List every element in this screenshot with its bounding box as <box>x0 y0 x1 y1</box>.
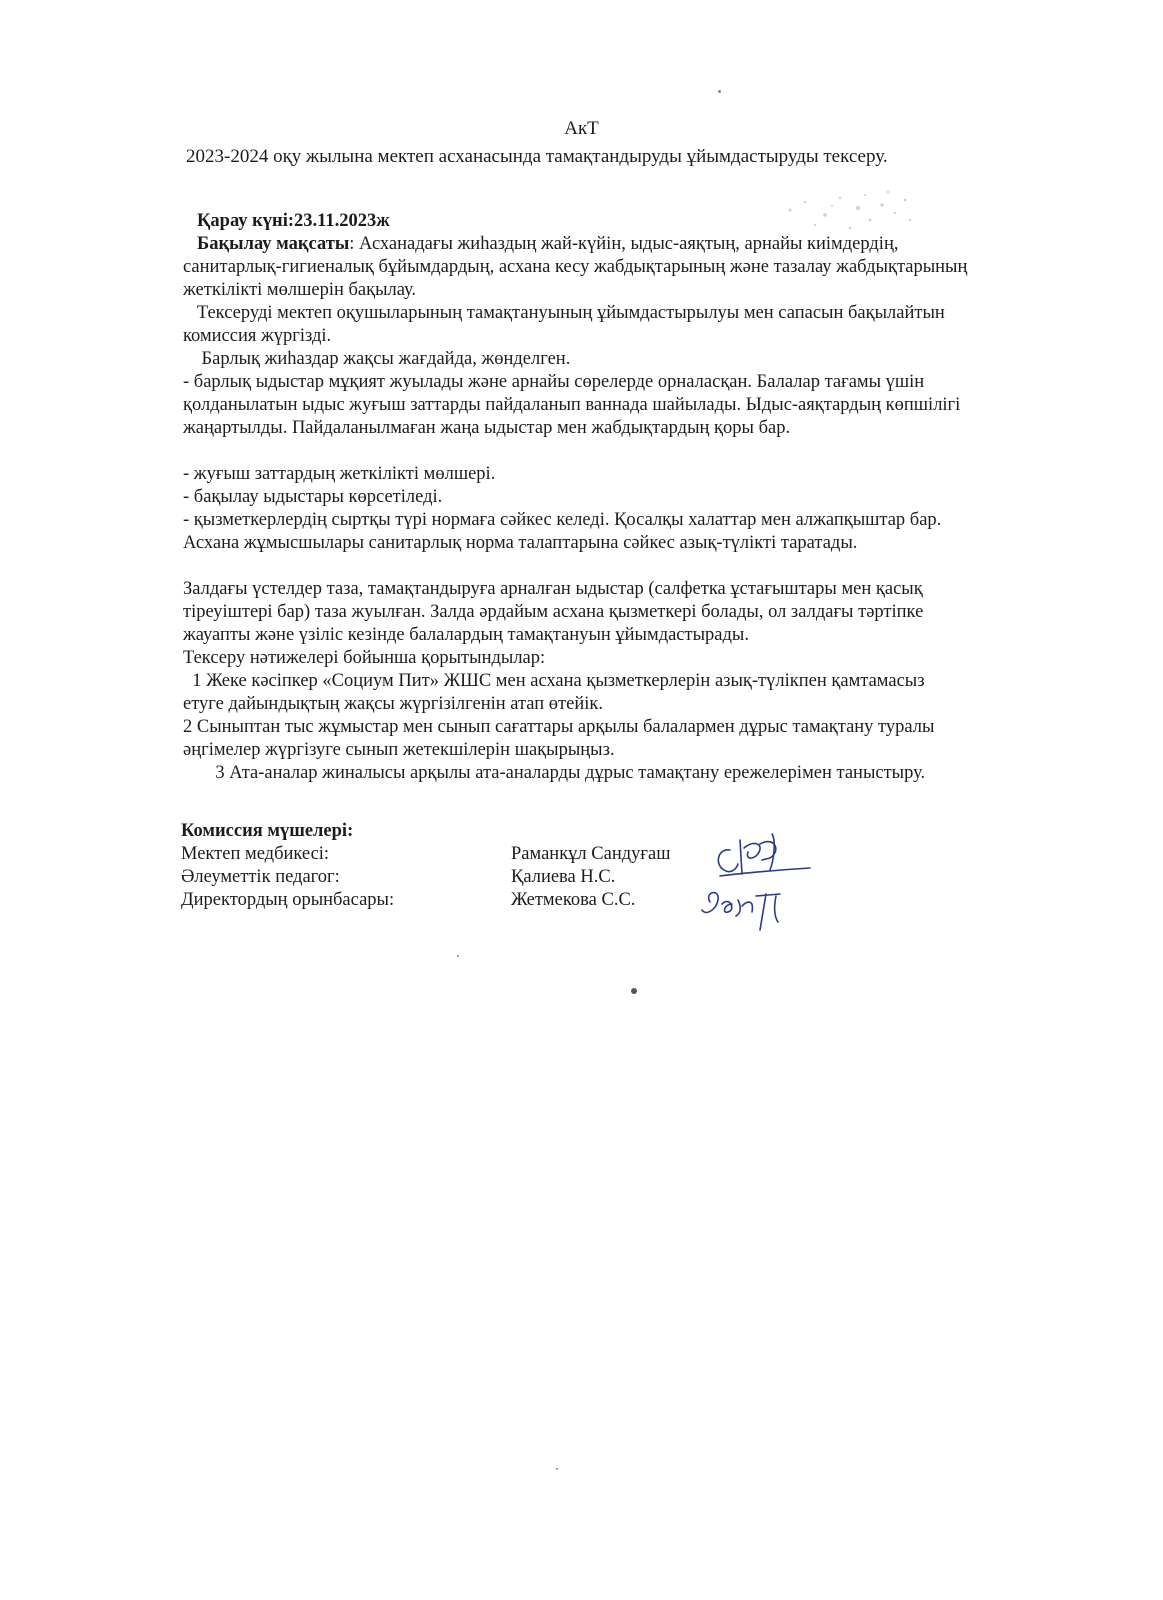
scan-speck <box>631 988 637 994</box>
body-line <box>183 578 1053 601</box>
commission-heading: Комиссия мүшелері: <box>181 821 354 841</box>
line-text: жауапты және үзіліс кезінде балалардың тамақтануын ұйымдастырады. <box>183 625 749 645</box>
line-text: : Асханадағы жиһаздың жай-күйін, ыдыс-аяқтың, арнайы киімдердің, <box>349 234 899 254</box>
body-line <box>183 486 1053 509</box>
body-line <box>183 624 1053 647</box>
bold-label: Қарау күні:23.11.2023ж <box>197 211 390 231</box>
line-text: - барлық ыдыстар мұқият жуылады және арнайы сөрелерде орналасқан. Балалар тағамы үшін <box>183 372 925 392</box>
line-text: Асхана жұмысшылары санитарлық норма талаптарына сәйкес азық-түлікті таратады. <box>183 533 858 553</box>
body-line <box>183 693 1053 716</box>
body-line <box>183 256 1053 279</box>
scan-speck <box>457 955 459 957</box>
body-line <box>183 647 1053 670</box>
member-role: Директордың орынбасары: <box>181 890 395 910</box>
body-line <box>183 762 1053 785</box>
body-line <box>183 210 1053 233</box>
handwritten-signatures <box>690 830 830 940</box>
line-text: - жуғыш заттардың жеткілікті мөлшері. <box>183 464 496 484</box>
body-line <box>183 325 1053 348</box>
body-line <box>183 417 1053 440</box>
line-text: тіреуіштері бар) таза жуылған. Залда әрдайым асхана қызметкері болады, ол залдағы тәртіпке <box>183 602 924 622</box>
line-text: санитарлық-гигиеналық бұйымдардың, асхана кесу жабдықтарының және тазалау жабдықтарының <box>183 257 968 277</box>
member-name: Жетмекова С.С. <box>511 890 636 910</box>
blank-line <box>183 555 1053 578</box>
line-text: әңгімелер жүргізуге сынып жетекшілерін шақырыңыз. <box>183 740 615 760</box>
line-text: Тексеруді мектеп оқушыларының тамақтануының ұйымдастырылуы мен сапасын бақылайтын <box>183 303 945 323</box>
line-text: - қызметкерлердің сыртқы түрі нормаға сәйкес келеді. Қосалқы халаттар мен алжапқыштар бар. <box>183 510 942 530</box>
line-text: жаңартылды. Пайдаланылмаған жаңа ыдыстар мен жабдықтардың қоры бар. <box>183 418 791 438</box>
body-line <box>183 348 1053 371</box>
body-line <box>183 371 1053 394</box>
body-line <box>183 509 1053 532</box>
line-text: Барлық жиһаздар жақсы жағдайда, жөнделген. <box>183 349 571 369</box>
document-title: АкТ <box>564 118 599 139</box>
line-text: Залдағы үстелдер таза, тамақтандыруға арналған ыдыстар (салфетка ұстағыштары мен қасық <box>183 579 923 599</box>
line-text: 3 Ата-аналар жиналысы арқылы ата-аналарды дұрыс тамақтану ережелерімен таныстыру. <box>183 763 926 783</box>
bold-label: Бақылау мақсаты <box>197 234 350 254</box>
body-line <box>183 532 1053 555</box>
member-name: Қалиева Н.С. <box>511 867 616 887</box>
line-text: - бақылау ыдыстары көрсетіледі. <box>183 487 443 507</box>
body-line <box>183 233 1053 256</box>
line-text: 1 Жеке кәсіпкер «Социум Пит» ЖШС мен асхана қызметкерлерін азық-түлікпен қамтамасыз <box>183 671 925 691</box>
line-text: Тексеру нәтижелері бойынша қорытындылар: <box>183 648 546 668</box>
line-text: қолданылатын ыдыс жуғыш заттарды пайдаланып ваннада шайылады. Ыдыс-аяқтардың көпшілігі <box>183 395 961 415</box>
member-name: Раманкұл Сандуғаш <box>511 844 671 864</box>
body-line <box>183 601 1053 624</box>
line-text: жеткілікті мөлшерін бақылау. <box>183 280 417 300</box>
member-role: Мектеп медбикесі: <box>181 844 330 864</box>
scan-speck <box>718 90 721 93</box>
line-text: комиссия жүргізді. <box>183 326 332 346</box>
body-line <box>183 279 1053 302</box>
body-line <box>183 739 1053 762</box>
line-text: етуге дайындықтың жақсы жүргізілгенін атап өтейік. <box>183 694 603 714</box>
scan-speck <box>556 1468 558 1470</box>
blank-line <box>183 440 1053 463</box>
body-line <box>183 302 1053 325</box>
body-line <box>183 394 1053 417</box>
document-subtitle: 2023-2024 оқу жылына мектеп асханасында тамақтандыруды ұйымдастыруды тексеру. <box>186 146 888 167</box>
body-line <box>183 463 1053 486</box>
body-line <box>183 716 1053 739</box>
line-text: 2 Сыныптан тыс жұмыстар мен сынып сағаттары арқылы балалармен дұрыс тамақтану туралы <box>183 717 935 737</box>
body-line <box>183 670 1053 693</box>
member-role: Әлеуметтік педагог: <box>181 867 340 887</box>
document-body <box>183 210 1053 785</box>
